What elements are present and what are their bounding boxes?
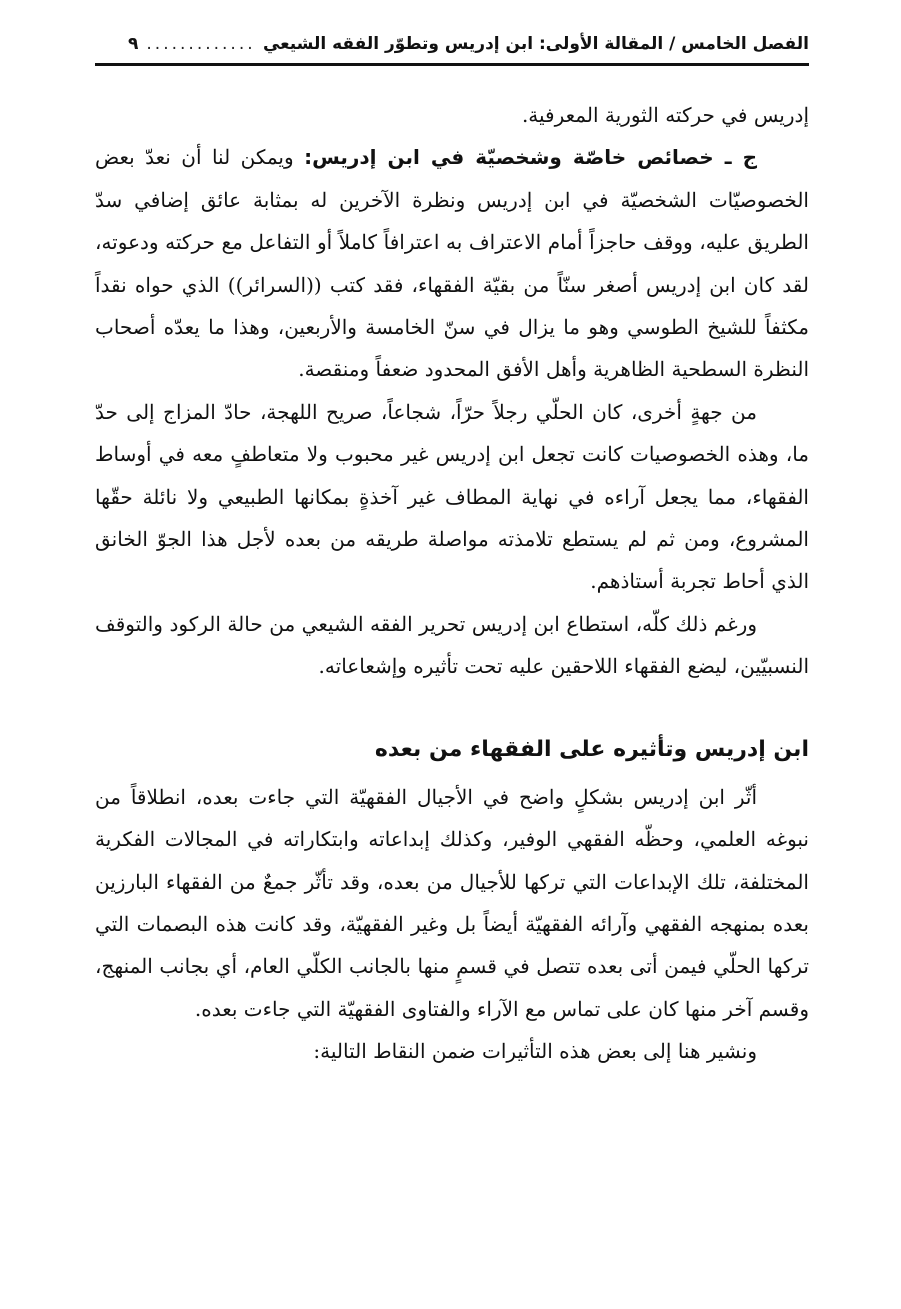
paragraph-2 xyxy=(95,136,809,390)
leader-dots xyxy=(146,34,255,54)
paragraph-1: إدريس في حركته الثورية المعرفية. xyxy=(521,103,809,127)
section-heading: ابن إدريس وتأثيره على الفقهاء من بعده xyxy=(374,736,809,762)
paragraph-2-lead: ج ـ خصائص خاصّة وشخصيّة في ابن إدريس: xyxy=(304,145,757,170)
body-text xyxy=(95,94,809,1073)
page-number: ٩ xyxy=(128,34,139,54)
running-header xyxy=(128,26,809,62)
chapter-title: الفصل الخامس / المقالة الأولى: ابن إدريس وتطوّر الفقه الشيعي xyxy=(262,34,809,54)
paragraph-3: من جهةٍ أخرى، كان الحلّي رجلاً حرّاً، شجاعاً، صريح اللهجة، حادّ المزاج إلى حدّ ما، وهذه الخصوصيات كانت تجعل ابن إدريس غير محبوب ولا متعاطفٍ معه في أوساط الفقهاء، مما يجعل آراءه في نهاية المطاف غير آخذةٍ بمكانها الطبيعي ولا نائلة حقّها المشروع، ومن ثم لم يستطع تلامذته مواصلة طريقه من بعده لأجل هذا الجوّ الخانق الذي أحاط تجربة أستاذهم. xyxy=(95,399,809,594)
paragraph-2-text: ويمكن لنا أن نعدّ بعض الخصوصيّات الشخصيّة في ابن إدريس ونظرة الآخرين له بمثابة عائق إضافي سدّ الطريق عليه، ووقف حاجزاً أمام الاعتراف به اعترافاً كاملاً أو التفاعل مع حركته ودعوته، لقد كان ابن إدريس أصغر سنّاً من بقيّة الفقهاء، فقد كتب ((السرائر)) الذي حواه نقداً مكثفاً للشيخ الطوسي وهو ما يزال في سنّ الخامسة والأربعين، وهذا ما يعدّه أصحاب النظرة السطحية الظاهرية وأهل الأفق المحدود ضعفاً ومنقصة. xyxy=(95,145,809,382)
header-rule xyxy=(95,63,809,66)
paragraph-4: ورغم ذلك كلّه، استطاع ابن إدريس تحرير الفقه الشيعي من حالة الركود والتوقف النسبيّين، ليضع الفقهاء اللاحقين عليه تحت تأثيره وإشعاعاته. xyxy=(95,611,809,679)
paragraph-5: أثّر ابن إدريس بشكلٍ واضح في الأجيال الفقهيّة التي جاءت بعده، انطلاقاً من نبوغه العلمي، وحظّه الفقهي الوفير، وكذلك إبداعاته وابتكاراته في المجالات الفكرية المختلفة، تلك الإبداعات التي تركها للأجيال من بعده، وقد تأثّر جمعٌ من الفقهاء البارزين بعده بمنهجه الفقهي وآرائه الفقهيّة أيضاً بل وغير الفقهيّة، وقد كانت هذه البصمات التي تركها الحلّي فيمن أتى بعده تتصل في قسمٍ منها بالجانب الكلّي العام، أي بجانب المنهج، وقسم آخر منها كان على تماس مع الآراء والفتاوى الفقهيّة التي جاءت بعده. xyxy=(95,784,809,1021)
paragraph-6: ونشير هنا إلى بعض هذه التأثيرات ضمن النقاط التالية: xyxy=(313,1039,757,1064)
